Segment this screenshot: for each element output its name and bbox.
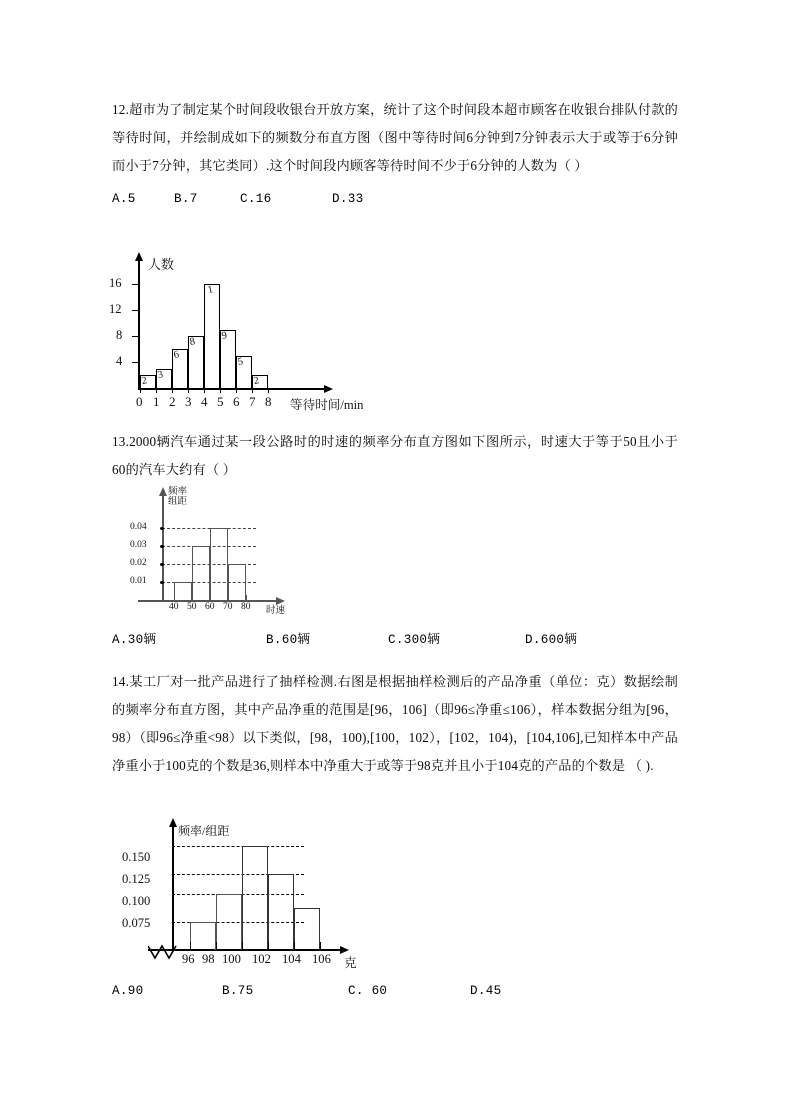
x-tick-label-102: 102 [252,952,271,966]
y-tick-16 [132,284,139,285]
x-tick-label-80: 80 [241,602,251,612]
x-tick-label-0: 0 [136,394,143,409]
y-tick-0.03 [160,545,164,548]
chart-q14-figure [112,818,402,978]
bar-label-4-5: 1 [206,284,215,296]
x-tick-50 [192,595,193,601]
option-12-c[interactable]: C.16 [240,192,272,206]
x-tick-label-4: 4 [201,394,208,409]
y-axis-arrow-icon [169,818,177,827]
y-axis-title-line2: 组距 [168,497,188,507]
x-tick-label-96: 96 [182,952,195,966]
x-tick-102 [268,942,269,950]
option-12-b[interactable]: B.7 [174,192,198,206]
bar-label-3-4: 8 [188,336,197,348]
option-14-c[interactable]: C. 60 [348,984,388,998]
bar-label-5-6: 9 [220,330,229,342]
x-tick-100 [242,942,243,950]
y-tick-4 [132,362,139,363]
x-tick-label-106: 106 [312,952,331,966]
y-tick-0.01 [160,581,164,584]
x-tick-label-3: 3 [185,394,192,409]
bar-100-102 [242,846,268,950]
bar-70-80 [228,564,246,600]
gridline-0.160 [172,846,304,847]
y-tick-label-12: 12 [109,302,122,316]
bar-96-98 [190,922,216,950]
x-tick-80 [246,595,247,601]
x-tick-40 [174,595,175,601]
y-axis-arrow-icon [159,487,167,496]
x-tick-label-50: 50 [187,602,197,612]
question-12-options [112,192,678,206]
y-tick-label-0.125: 0.125 [122,872,151,886]
x-tick-4 [204,388,205,393]
x-tick-60 [210,595,211,601]
x-tick-label-6: 6 [233,394,240,409]
y-axis-title: 频率/组距 [178,824,230,838]
x-tick-label-98: 98 [202,952,215,966]
y-tick-0.04 [160,527,164,530]
bar-50-60 [192,546,210,600]
y-tick-label-0.03: 0.03 [130,540,147,550]
x-tick-3 [188,388,189,393]
bar-4-5 [204,284,220,388]
x-tick-label-40: 40 [169,602,179,612]
y-tick-label-0.02: 0.02 [130,558,147,568]
question-13-options [112,628,678,647]
x-tick-70 [228,595,229,601]
y-tick-label-0.075: 0.075 [122,916,151,930]
x-tick-label-8: 8 [265,394,272,409]
y-axis-title-line1: 频率 [168,487,188,497]
y-tick-label-0.04: 0.04 [130,522,147,532]
x-tick-104 [294,942,295,950]
y-tick-0.02 [160,563,164,566]
y-axis-line [138,261,140,389]
question-13-block [112,428,678,484]
x-tick-7 [252,388,253,393]
option-13-c[interactable]: C.300辆 [388,633,441,647]
x-tick-label-60: 60 [205,602,215,612]
question-12-block [112,96,678,206]
y-axis-line [172,826,174,950]
bar-label-7-8: 2 [252,375,261,387]
y-tick-label-16: 16 [109,276,122,290]
x-tick-0 [140,388,141,393]
x-tick-106 [320,942,321,950]
x-axis-title: 克 [344,956,357,970]
option-12-a[interactable]: A.5 [112,192,136,206]
x-tick-label-70: 70 [223,602,233,612]
option-13-b[interactable]: B.60辆 [266,633,311,647]
x-tick-1 [156,388,157,393]
question-13-text: 13.2000辆汽车通过某一段公路时的时速的频率分布直方图如下图所示，时速大于等于50且小于60的汽车大约有（ ） [112,434,678,477]
y-tick-label-4: 4 [116,354,123,368]
question-14-text: 14.某工厂对一批产品进行了抽样检测.右图是根据抽样检测后的产品净重（单位：克）数据绘制的频率分布直方图，其中产品净重的范围是[96，106]（即96≤净重≤106），样本数据分组为[96，98）（即96≤净重<98）以下类似，[98，100),[100，102），[102，104)，[104,106],已知样本中产品净重小于100克的个数是36,则样本中净重大于或等于98克并且小于104克的产品的个数是 （ ). [112,674,678,773]
y-tick-8 [132,336,139,337]
x-tick-6 [236,388,237,393]
y-tick-12 [132,310,139,311]
option-14-a[interactable]: A.90 [112,984,144,998]
question-14-block [112,668,678,780]
x-tick-2 [172,388,173,393]
x-tick-label-1: 1 [153,394,160,409]
x-tick-label-5: 5 [217,394,224,409]
y-tick-label-0.150: 0.150 [122,850,151,864]
x-tick-label-7: 7 [249,394,256,409]
bar-98-100 [216,894,242,950]
bar-104-106 [294,908,320,950]
gridline-0.04 [162,528,256,529]
question-12-text: 12.超市为了制定某个时间段收银台开放方案，统计了这个时间段本超市顾客在收银台排队付款的等待时间，并绘制成如下的频数分布直方图（图中等待时间6分钟到7分钟表示大于或等于6分钟而小于7分钟，其它类同）.这个时间段内顾客等待时间不少于6分钟的人数为（ ） [112,102,678,173]
bar-label-2-3: 6 [172,349,181,361]
x-tick-96 [190,942,191,950]
y-tick-label-0.01: 0.01 [130,576,147,586]
y-tick-label-8: 8 [116,328,123,342]
x-tick-label-2: 2 [169,394,176,409]
bar-label-0-1: 2 [140,375,149,387]
chart-q13-figure [126,489,366,619]
bar-label-1-2: 3 [156,369,165,381]
bar-40-50 [174,582,192,600]
bar-60-70 [210,528,228,600]
x-axis-line [138,388,326,390]
chart-q12-figure [109,249,402,414]
x-tick-label-104: 104 [282,952,301,966]
axis-break-icon [148,944,178,960]
x-tick-5 [220,388,221,393]
x-axis-title: 时速 [266,606,286,616]
x-tick-label-100: 100 [222,952,241,966]
y-axis-arrow-icon [135,252,143,261]
option-14-b[interactable]: B.75 [222,984,254,998]
option-13-d[interactable]: D.600辆 [525,633,578,647]
x-tick-98 [216,942,217,950]
x-axis-arrow-icon [324,385,333,393]
option-13-a[interactable]: A.30辆 [112,633,157,647]
bar-label-6-7: 5 [236,356,245,368]
y-axis-line [162,495,164,601]
option-12-d[interactable]: D.33 [332,192,364,206]
question-14-options [112,984,678,998]
y-axis-title: 人数 [148,257,175,272]
x-axis-title: 等待时间/min [290,398,364,412]
y-tick-label-0.100: 0.100 [122,894,151,908]
bar-102-104 [268,874,294,950]
option-14-d[interactable]: D.45 [470,984,502,998]
x-tick-8 [268,388,269,393]
